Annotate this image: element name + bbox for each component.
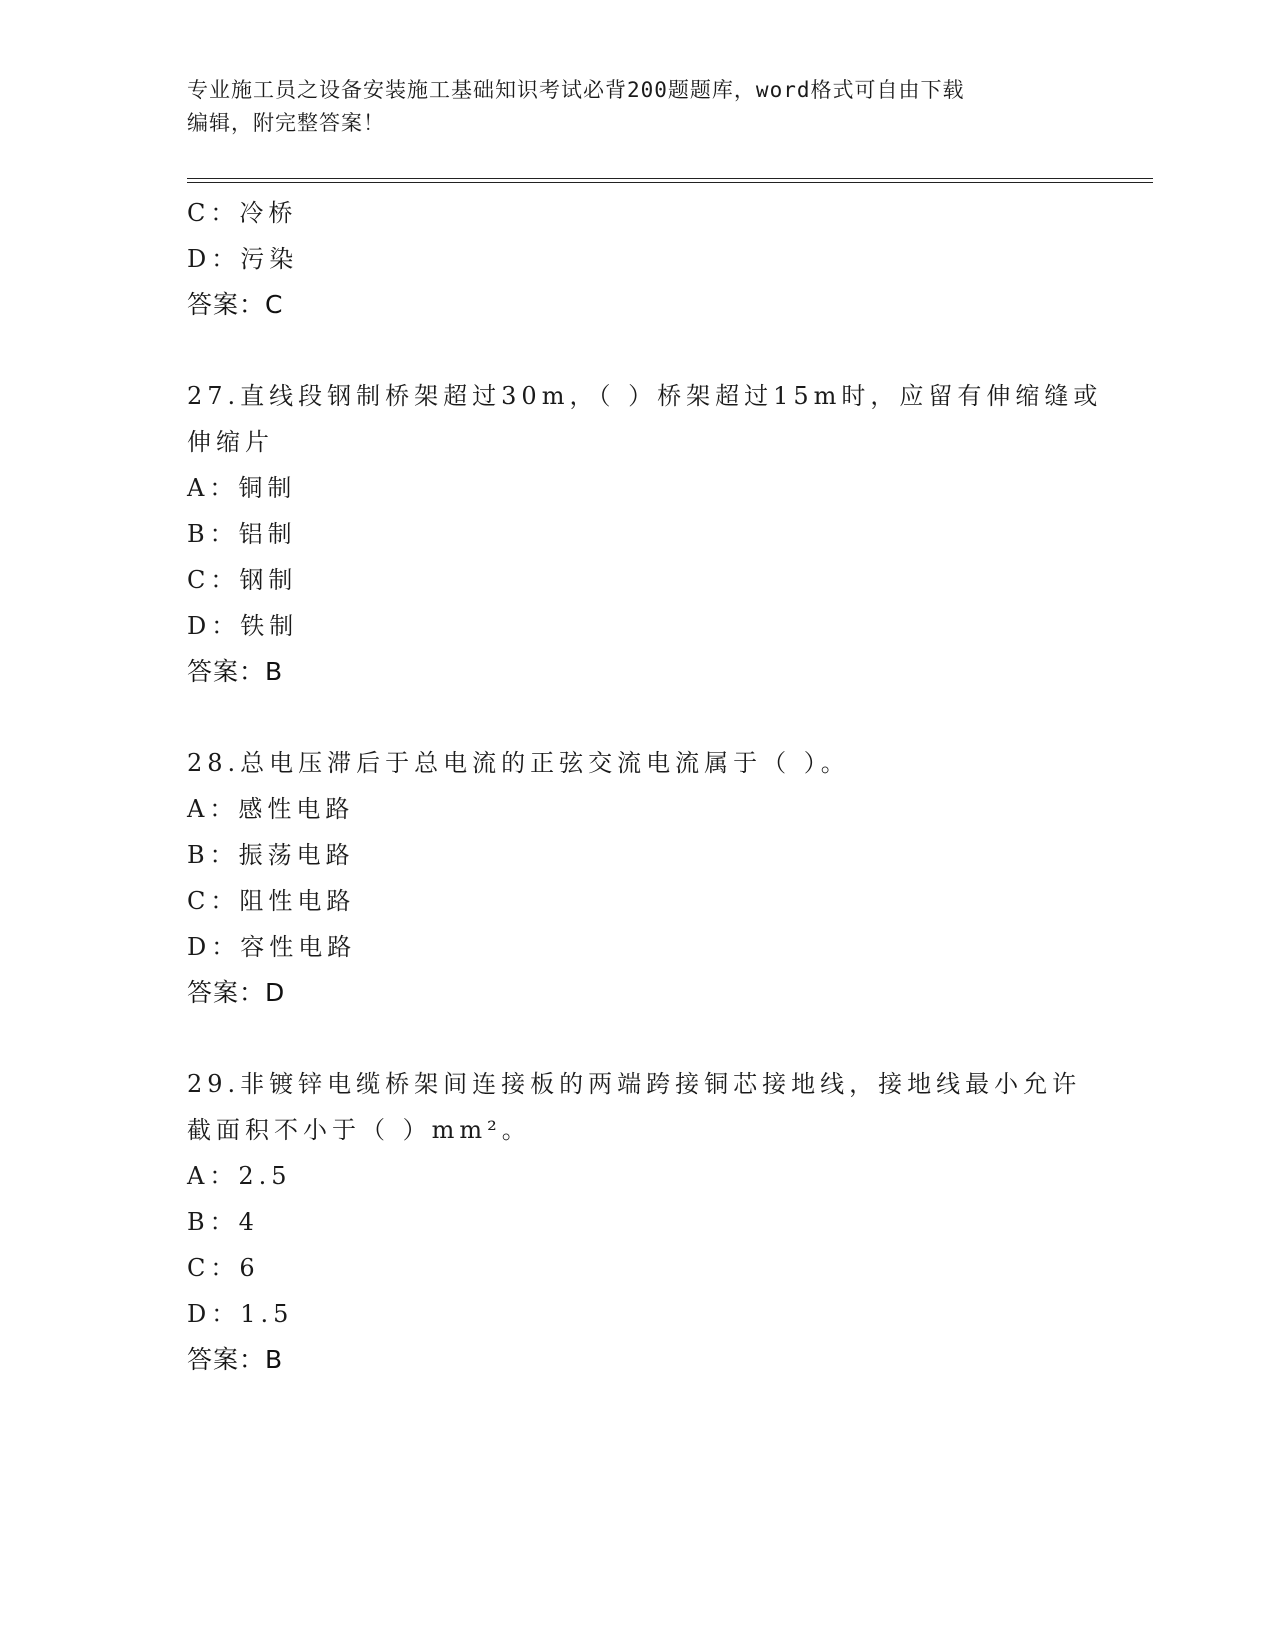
option-c: C：钢制 — [187, 566, 298, 594]
question-28 — [187, 740, 1147, 1016]
question-stem-line: 截面积不小于（ ）mm²。 — [187, 1116, 531, 1144]
option-d: D：容性电路 — [187, 933, 357, 961]
spacer — [187, 1016, 1147, 1061]
header-divider — [187, 178, 1153, 183]
option-b: B：4 — [187, 1208, 259, 1236]
answer-line: 答案：C — [187, 290, 284, 319]
question-stem-line: 伸缩片 — [187, 428, 274, 456]
option-c: C：6 — [187, 1254, 260, 1282]
option-c: C：冷桥 — [187, 199, 298, 227]
answer-line: 答案：B — [187, 657, 284, 686]
question-29 — [187, 1061, 1147, 1383]
header-title-line-2: 编辑，附完整答案！ — [187, 111, 385, 135]
carryover-question — [187, 190, 1147, 328]
option-d: D：铁制 — [187, 612, 299, 640]
spacer — [187, 695, 1147, 740]
question-content — [187, 190, 1147, 1383]
option-a: A：铜制 — [187, 474, 297, 502]
spacer — [187, 328, 1147, 373]
option-d: D：污染 — [187, 245, 299, 273]
option-b: B：振荡电路 — [187, 841, 355, 869]
answer-line: 答案：B — [187, 1345, 284, 1374]
option-c: C：阻性电路 — [187, 887, 356, 915]
question-stem-line: 28.总电压滞后于总电流的正弦交流电流属于（ ）。 — [187, 749, 850, 777]
option-d: D：1.5 — [187, 1300, 294, 1328]
answer-line: 答案：D — [187, 978, 286, 1007]
option-a: A：感性电路 — [187, 795, 355, 823]
header-title-line-1: 专业施工员之设备安装施工基础知识考试必背200题题库，word格式可自由下载 — [187, 78, 965, 102]
question-stem-line: 29.非镀锌电缆桥架间连接板的两端跨接铜芯接地线，接地线最小允许 — [187, 1070, 1082, 1098]
question-27 — [187, 373, 1147, 695]
question-stem-line: 27.直线段钢制桥架超过30m，（ ）桥架超过15m时，应留有伸缩缝或 — [187, 382, 1103, 410]
option-a: A：2.5 — [187, 1162, 292, 1190]
document-header — [187, 74, 1087, 140]
option-b: B：铝制 — [187, 520, 297, 548]
